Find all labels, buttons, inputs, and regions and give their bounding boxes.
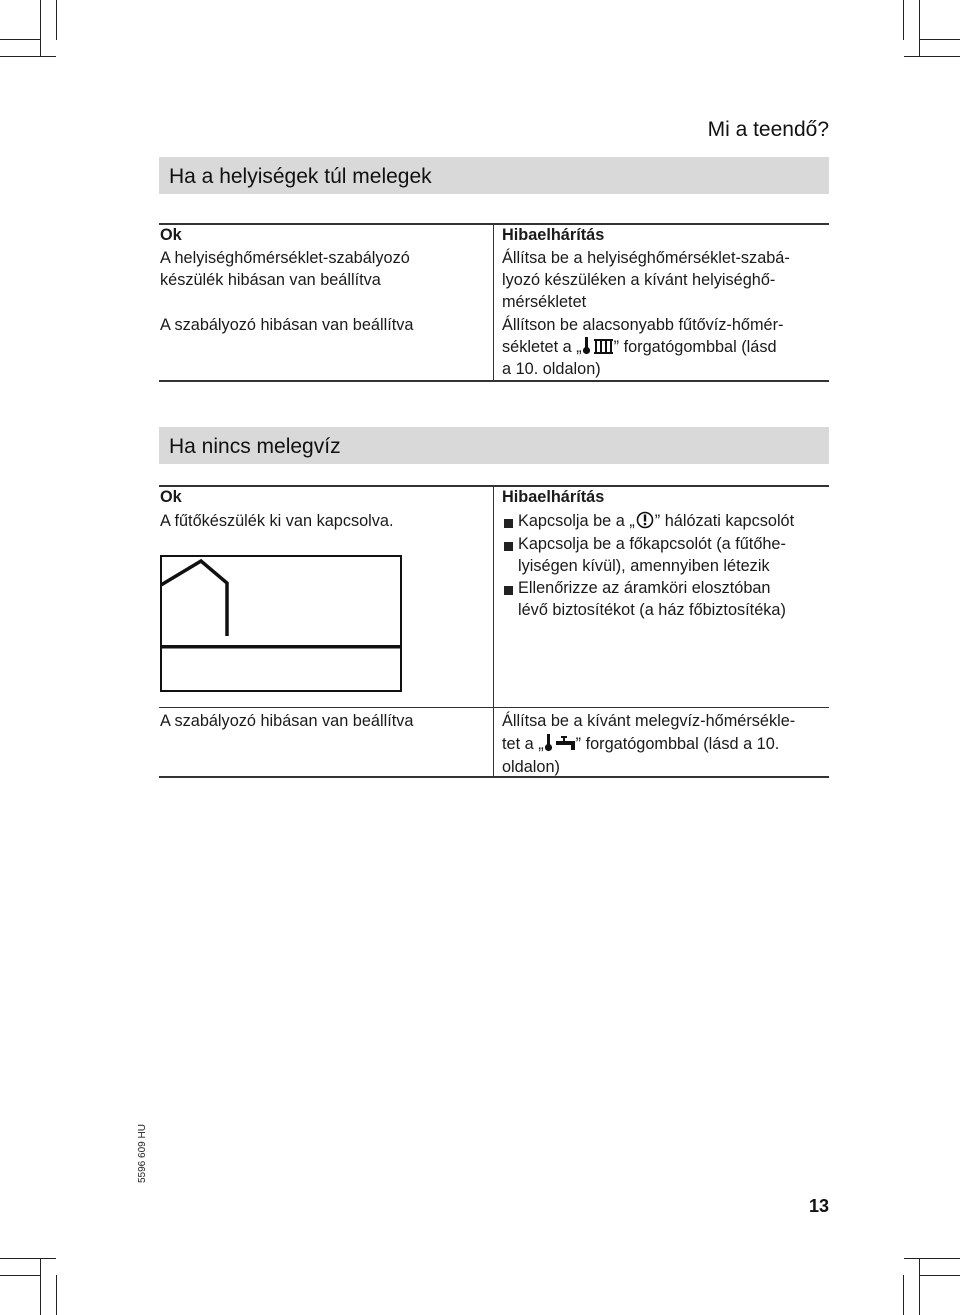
table-rule [159, 223, 829, 225]
cause-text: A szabályozó hibásan van beállítva [160, 316, 414, 334]
column-divider [493, 223, 494, 382]
crop-mark [920, 1275, 960, 1276]
crop-mark [0, 56, 56, 57]
crop-mark [920, 39, 960, 40]
fix-text [502, 336, 777, 359]
table-rule [159, 380, 829, 382]
fix-bullet-text: Ellenőrizze az áramköri elosztóban [518, 579, 771, 597]
column-divider [493, 485, 494, 778]
troubleshooting-table [159, 223, 829, 383]
fix-bullet-text: Kapcsolja be a főkapcsolót (a fűtőhe- [518, 535, 786, 553]
crop-mark [40, 0, 41, 56]
fix-text: lyozó készüléken a kívánt helyiséghő- [502, 271, 776, 289]
column-header-fix: Hibaelhárítás [502, 226, 605, 244]
fix-text-part: Kapcsolja be a „ [518, 512, 635, 530]
crop-mark [56, 1275, 57, 1315]
fix-text: a 10. oldalon) [502, 360, 601, 378]
crop-mark [903, 1275, 904, 1315]
column-header-fix: Hibaelhárítás [502, 488, 605, 506]
section-title: Ha a helyiségek túl melegek [169, 165, 432, 188]
power-switch-icon [635, 511, 655, 529]
cause-text: A fűtőkészülék ki van kapcsolva. [160, 512, 394, 530]
bullet-marker [504, 519, 513, 528]
page-number: 13 [808, 1196, 829, 1216]
crop-mark [919, 1259, 920, 1315]
section-heading-bar [159, 427, 829, 464]
cause-text: A szabályozó hibásan van beállítva [160, 712, 414, 730]
bullet-marker [504, 542, 513, 551]
thermometer-tap-icon [544, 734, 576, 752]
fix-text: Állítsa be a helyiséghőmérséklet-szabá- [502, 249, 790, 267]
fix-bullet-text: lévő biztosítékot (a ház főbiztosítéka) [518, 601, 786, 619]
fix-text [502, 733, 779, 756]
fix-text: Állítson be alacsonyabb fűtővíz-hőmér- [502, 316, 784, 334]
crop-mark [904, 1258, 960, 1259]
table-rule [159, 707, 829, 708]
fix-bullet-text: lyiségen kívül), amennyiben létezik [518, 557, 770, 575]
fix-text-part: sékletet a „ [502, 338, 582, 356]
house-outline-icon [160, 555, 403, 693]
troubleshooting-table [159, 485, 829, 779]
crop-mark [0, 39, 40, 40]
table-rule [159, 776, 829, 778]
crop-mark [903, 0, 904, 40]
crop-mark [0, 1275, 40, 1276]
fix-text-part: ” forgatógombbal (lásd a 10. [575, 735, 780, 753]
crop-mark [904, 56, 960, 57]
section-heading-bar [159, 157, 829, 194]
fix-text: mérsékletet [502, 293, 587, 311]
cause-text: készülék hibásan van beállítva [160, 271, 381, 289]
bullet-marker [504, 586, 513, 595]
column-header-cause: Ok [160, 226, 182, 244]
cause-text: A helyiséghőmérséklet-szabályozó [160, 249, 410, 267]
fix-text: Állítsa be a kívánt melegvíz-hőmérsékle- [502, 712, 796, 730]
thermometer-radiator-icon [582, 337, 614, 355]
table-rule [159, 485, 829, 487]
fix-text: oldalon) [502, 758, 560, 776]
section-title: Ha nincs melegvíz [169, 435, 341, 458]
fix-text-part: ” hálózati kapcsolót [654, 512, 795, 530]
column-header-cause: Ok [160, 488, 182, 506]
page-header: Mi a teendő? [707, 118, 829, 141]
fix-bullet-text [518, 510, 794, 533]
fix-text-part: ” forgatógombbal (lásd [613, 338, 777, 356]
crop-mark [56, 0, 57, 40]
crop-mark [0, 1258, 56, 1259]
crop-mark [40, 1259, 41, 1315]
fix-text-part: tet a „ [502, 735, 544, 753]
document-code: 5596 609 HU [137, 1124, 148, 1183]
crop-mark [919, 0, 920, 56]
